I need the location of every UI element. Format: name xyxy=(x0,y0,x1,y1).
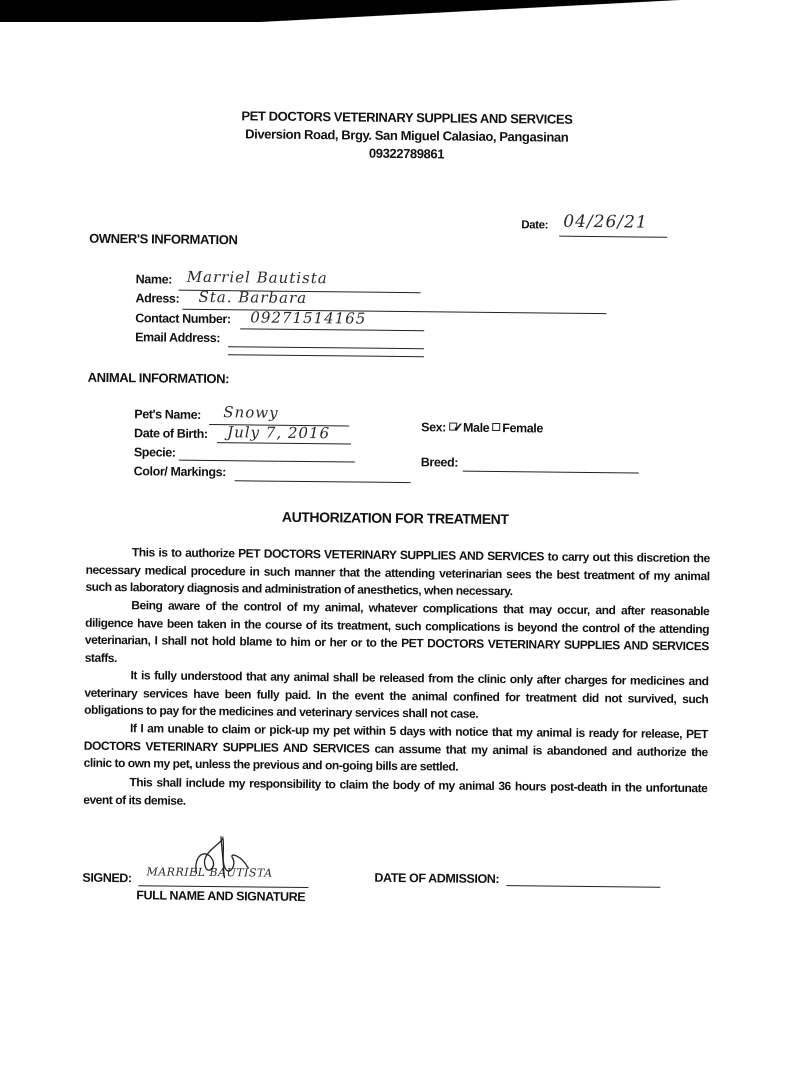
specie-label: Specie: xyxy=(133,445,176,460)
date-of-admission-line xyxy=(506,885,660,888)
sex-field xyxy=(421,419,543,435)
animal-heading: ANIMAL INFORMATION: xyxy=(87,369,230,387)
owner-name-value: Marriel Bautista xyxy=(186,267,328,288)
email-address-line xyxy=(228,346,424,349)
authorization-paragraph-5: This shall include my responsibility to claim the body of my animal 36 hours post-death in the unfortunate event of its demise. xyxy=(83,775,708,808)
owner-address-label: Adress: xyxy=(135,291,180,306)
owner-heading: OWNER'S INFORMATION xyxy=(89,230,238,248)
authorization-paragraph-4: If I am unable to claim or pick-up my pet within 5 days with notice that my animal is ready for release, PET DOCTORS VETERINARY SUPPLIES AND SERVICES can assume that my animal is abandoned and authorize the clinic to own my pet, unless the previous and on-going bills are settled. xyxy=(83,721,709,774)
sex-label: Sex: xyxy=(421,420,447,435)
sex-male-label: Male xyxy=(462,420,490,435)
owner-name-label: Name: xyxy=(135,272,173,287)
date-label: Date: xyxy=(521,219,549,232)
company-address: Diversion Road, Brgy. San Miguel Calasiao, Pangasinan xyxy=(245,126,569,145)
date-of-birth-label: Date of Birth: xyxy=(134,426,208,441)
email-address-label: Email Address: xyxy=(135,330,221,346)
pet-name-label: Pet's Name: xyxy=(134,407,202,422)
company-phone: 09322789861 xyxy=(368,145,445,162)
full-name-signature-caption: FULL NAME AND SIGNATURE xyxy=(136,888,306,905)
authorization-paragraph-3: It is fully understood that any animal shall be released from the clinic only after charges for medicines and veterinary services have been fully paid. In the event the animal confined for treatment did not survived, such obligations to pay for the medicines and veterinary services shall not case. xyxy=(84,668,709,721)
breed-label: Breed: xyxy=(420,455,459,470)
authorization-paragraph-2: Being aware of the control of my animal, whatever complications that may occur, and after reasonable diligence have been taken in the course of its treatment, such complications is beyond the control of the attending veterinarian, I shall not hold blame to him or her or to the PET DOCTORS VETERINARY SUPPLIES AND SERVICES staffs. xyxy=(84,598,710,665)
color-markings-line xyxy=(235,480,411,483)
breed-line xyxy=(463,471,639,474)
company-name: PET DOCTORS VETERINARY SUPPLIES AND SERVICES xyxy=(241,108,573,127)
signed-label: SIGNED: xyxy=(82,870,132,886)
owner-address-value: Sta. Barbara xyxy=(198,287,308,308)
specie-line xyxy=(179,460,355,463)
contact-number-label: Contact Number: xyxy=(135,311,231,327)
female-checkbox[interactable] xyxy=(492,423,500,431)
date-line xyxy=(559,236,667,238)
male-check-mark: ✓ xyxy=(452,420,464,435)
signed-name-value: MARRIEL BAUTISTA xyxy=(146,865,273,880)
date-of-birth-value: July 7, 2016 xyxy=(227,423,331,443)
contact-number-line xyxy=(240,328,424,331)
contact-number-value: 09271514165 xyxy=(250,308,367,328)
authorization-title: AUTHORIZATION FOR TREATMENT xyxy=(281,508,509,528)
owner-address-line xyxy=(182,309,606,314)
pet-name-value: Snowy xyxy=(223,403,279,422)
date-of-admission-label: DATE OF ADMISSION: xyxy=(374,870,500,887)
authorization-paragraph-1: This is to authorize PET DOCTORS VETERINARY SUPPLIES AND SERVICES to carry out this discretion the necessary medical procedure in such manner that the attending veterinarian sees the best treatment of my animal such as laboratory diagnosis and administration of anesthetics, when necessary. xyxy=(85,545,710,599)
signature-scribble-icon xyxy=(186,834,257,885)
email-address-line-2 xyxy=(228,354,424,357)
sex-female-label: Female xyxy=(502,421,544,436)
date-value: 04/26/21 xyxy=(563,211,648,233)
color-markings-label: Color/ Markings: xyxy=(133,464,227,480)
date-of-birth-line xyxy=(217,442,351,444)
